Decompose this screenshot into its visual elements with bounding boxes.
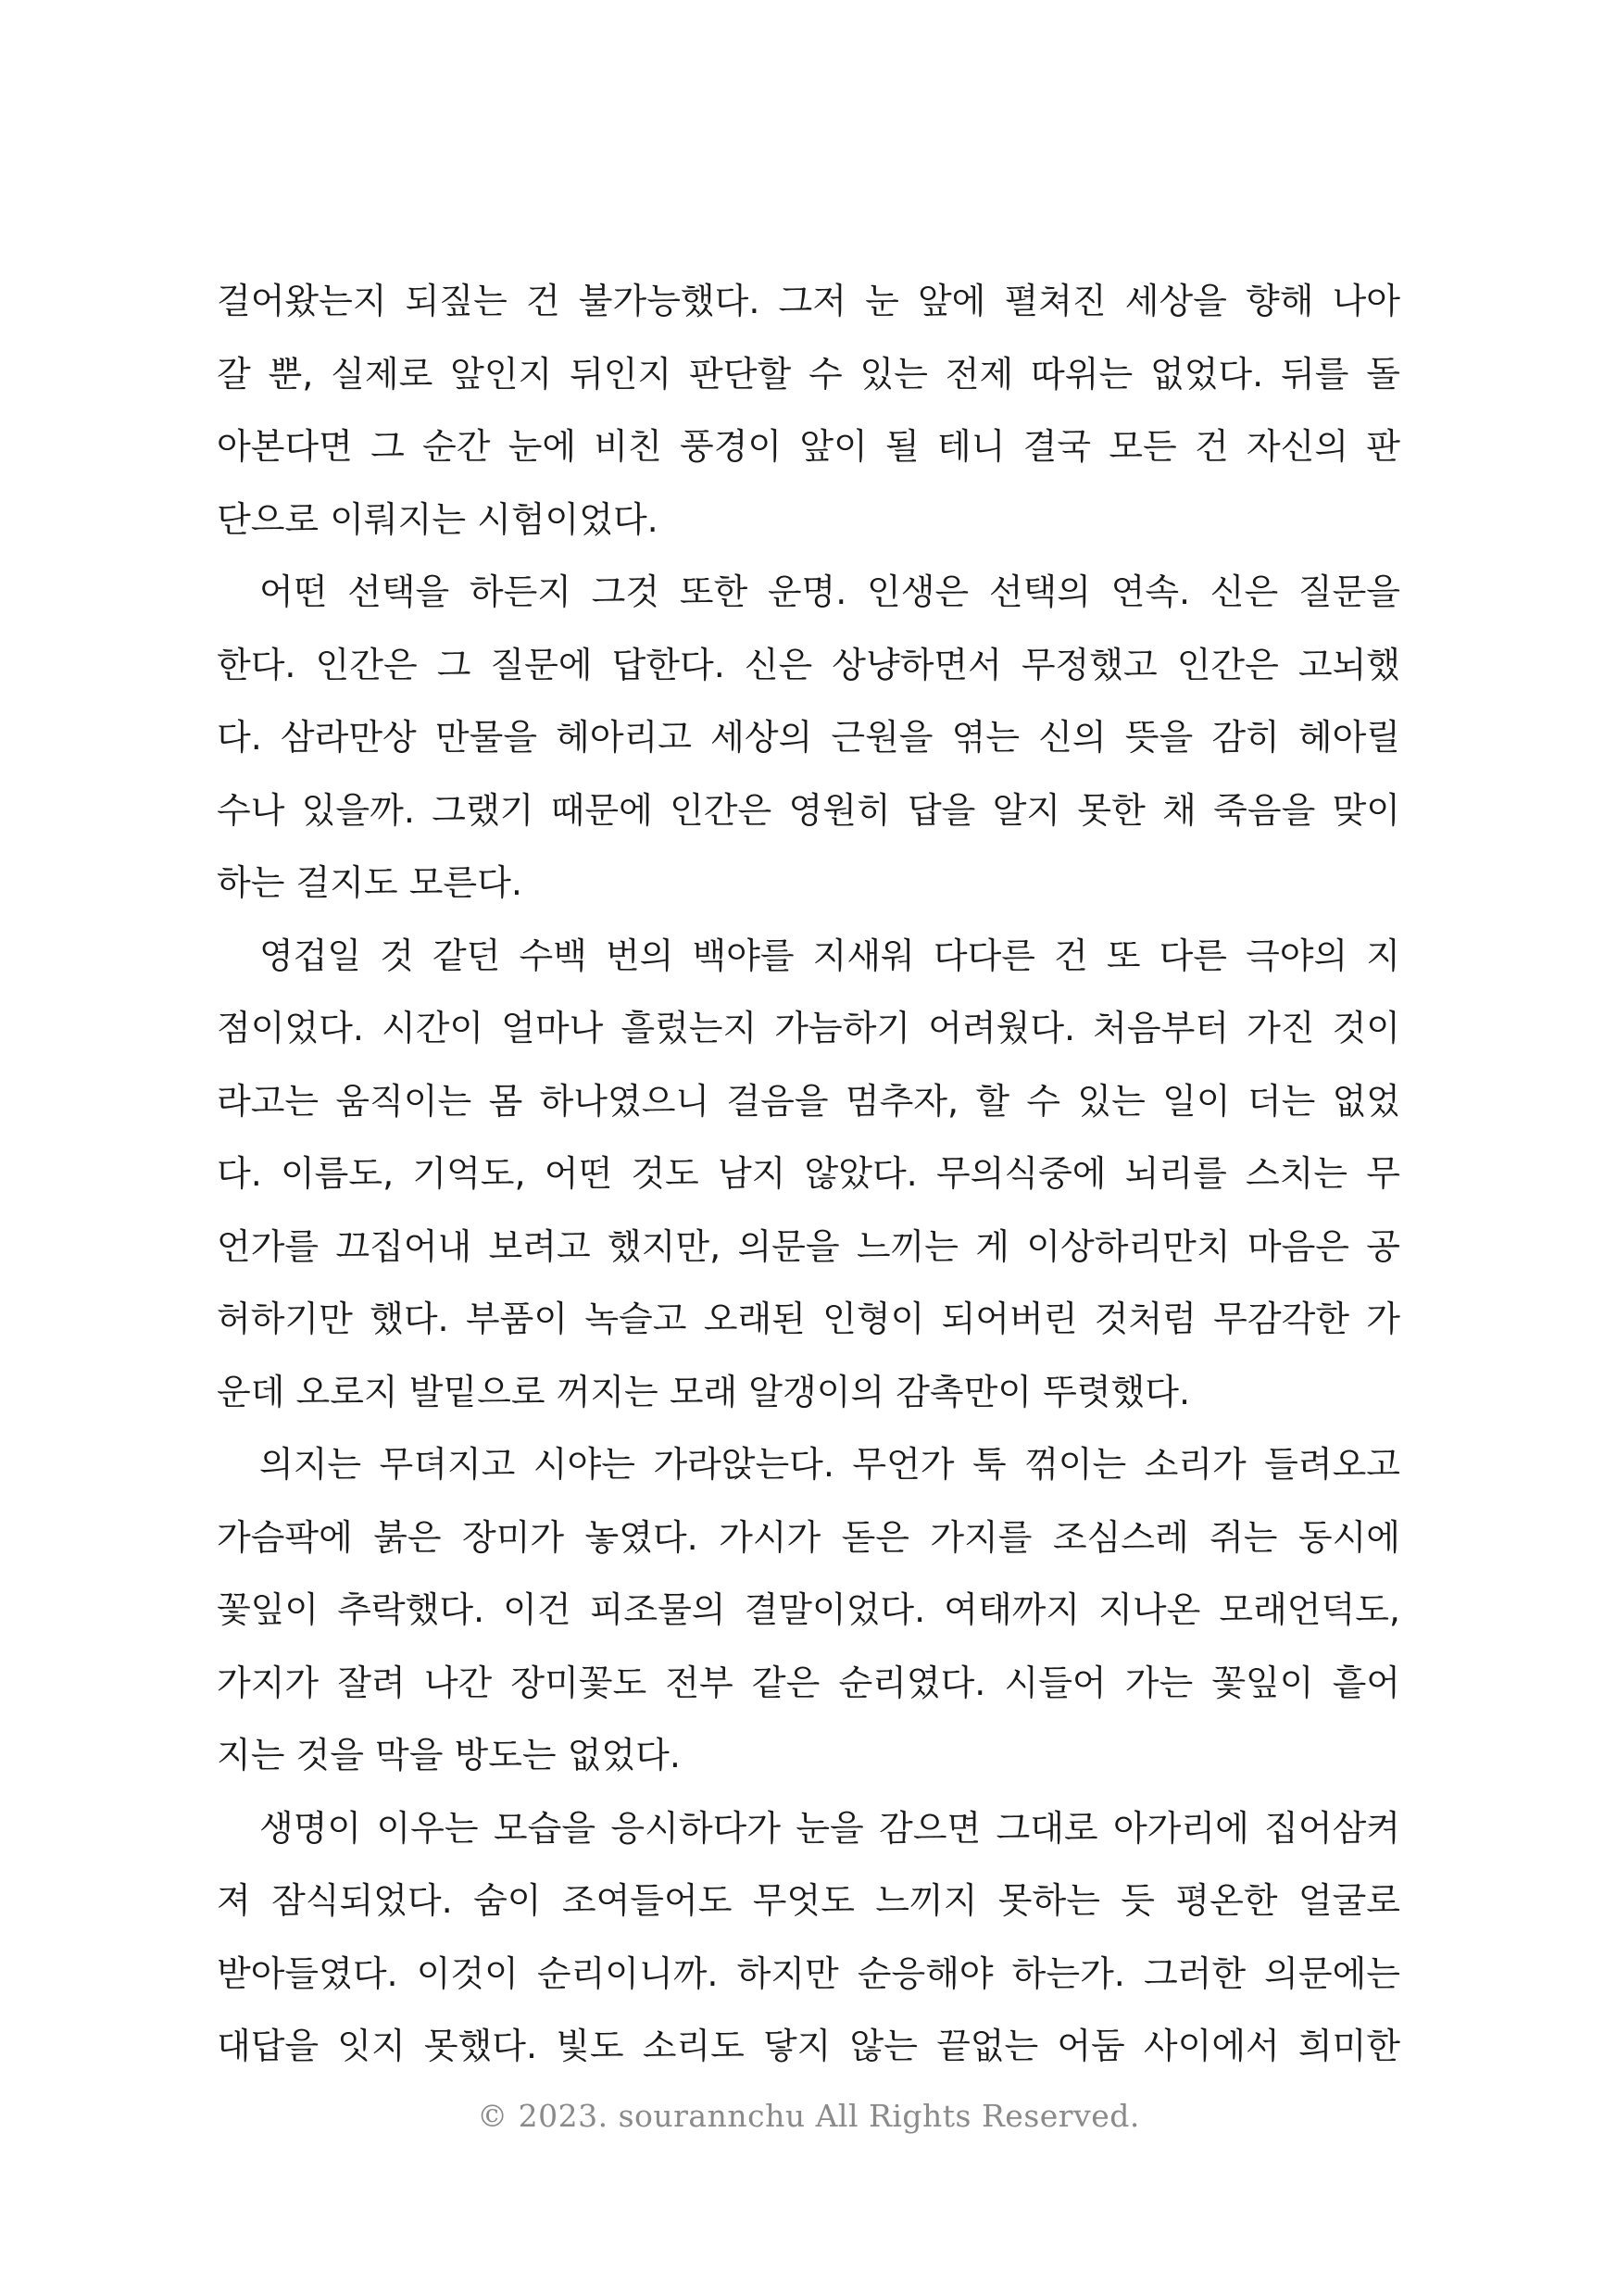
text-line: 아본다면 그 순간 눈에 비친 풍경이 앞이 될 테니 결국 모든 건 자신의 판 bbox=[217, 426, 1400, 467]
text-line: 걸어왔는지 되짚는 건 불가능했다. 그저 눈 앞에 펼쳐진 세상을 향해 나아 bbox=[217, 281, 1400, 321]
paragraph-4 bbox=[217, 1428, 1400, 1792]
paragraph-1 bbox=[217, 265, 1400, 556]
text-line: 꽃잎이 추락했다. 이건 피조물의 결말이었다. 여태까지 지나온 모래언덕도, bbox=[217, 1589, 1400, 1630]
text-line: 가슴팍에 붉은 장미가 놓였다. 가시가 돋은 가지를 조심스레 쥐는 동시에 bbox=[217, 1516, 1400, 1558]
text-line: 어떤 선택을 하든지 그것 또한 운명. 인생은 선택의 연속. 신은 질문을 bbox=[259, 571, 1400, 612]
text-line: 하는 걸지도 모른다. bbox=[217, 862, 522, 903]
text-line: 언가를 끄집어내 보려고 했지만, 의문을 느끼는 게 이상하리만치 마음은 공 bbox=[217, 1225, 1400, 1267]
text-line: 갈 뿐, 실제로 앞인지 뒤인지 판단할 수 있는 전제 따위는 없었다. 뒤를 돌 bbox=[217, 353, 1400, 395]
text-line: 지는 것을 막을 방도는 없었다. bbox=[217, 1735, 681, 1775]
body-text bbox=[217, 265, 1400, 2083]
text-line: 한다. 인간은 그 질문에 답한다. 신은 상냥하면서 무정했고 인간은 고뇌했 bbox=[217, 644, 1400, 685]
text-line: 허하기만 했다. 부품이 녹슬고 오래된 인형이 되어버린 것처럼 무감각한 가 bbox=[217, 1299, 1400, 1339]
text-line: 생명이 이우는 모습을 응시하다가 눈을 감으면 그대로 아가리에 집어삼켜 bbox=[259, 1807, 1400, 1849]
paragraph-5 bbox=[217, 1792, 1400, 2083]
paragraph-2 bbox=[217, 556, 1400, 920]
text-line: 운데 오로지 발밑으로 꺼지는 모래 알갱이의 감촉만이 뚜렷했다. bbox=[217, 1371, 1191, 1412]
text-line: 다. 삼라만상 만물을 헤아리고 세상의 근원을 엮는 신의 뜻을 감히 헤아릴 bbox=[217, 717, 1400, 758]
copyright-footer: © 2023. sourannchu All Rights Reserved. bbox=[477, 2098, 1140, 2134]
text-line: 단으로 이뤄지는 시험이었다. bbox=[217, 498, 658, 540]
text-line: 받아들였다. 이것이 순리이니까. 하지만 순응해야 하는가. 그러한 의문에는 bbox=[217, 1952, 1400, 1994]
text-line: 수나 있을까. 그랬기 때문에 인간은 영원히 답을 알지 못한 채 죽음을 맞이 bbox=[217, 789, 1400, 831]
text-line: 의지는 무뎌지고 시야는 가라앉는다. 무언가 툭 꺾이는 소리가 들려오고 bbox=[259, 1444, 1400, 1485]
text-line: 가지가 잘려 나간 장미꽃도 전부 같은 순리였다. 시들어 가는 꽃잎이 흩어 bbox=[217, 1662, 1400, 1703]
text-line: 영겁일 것 같던 수백 번의 백야를 지새워 다다른 건 또 다른 극야의 지 bbox=[259, 935, 1400, 976]
paragraph-3 bbox=[217, 920, 1400, 1429]
text-line: 라고는 움직이는 몸 하나였으니 걸음을 멈추자, 할 수 있는 일이 더는 없었 bbox=[217, 1080, 1400, 1122]
text-line: 점이었다. 시간이 얼마나 흘렀는지 가늠하기 어려웠다. 처음부터 가진 것이 bbox=[217, 1008, 1400, 1048]
text-line: 져 잠식되었다. 숨이 조여들어도 무엇도 느끼지 못하는 듯 평온한 얼굴로 bbox=[217, 1880, 1400, 1921]
text-line: 대답을 잇지 못했다. 빛도 소리도 닿지 않는 끝없는 어둠 사이에서 희미한 bbox=[217, 2026, 1400, 2066]
text-line: 다. 이름도, 기억도, 어떤 것도 남지 않았다. 무의식중에 뇌리를 스치는 무 bbox=[217, 1153, 1400, 1194]
